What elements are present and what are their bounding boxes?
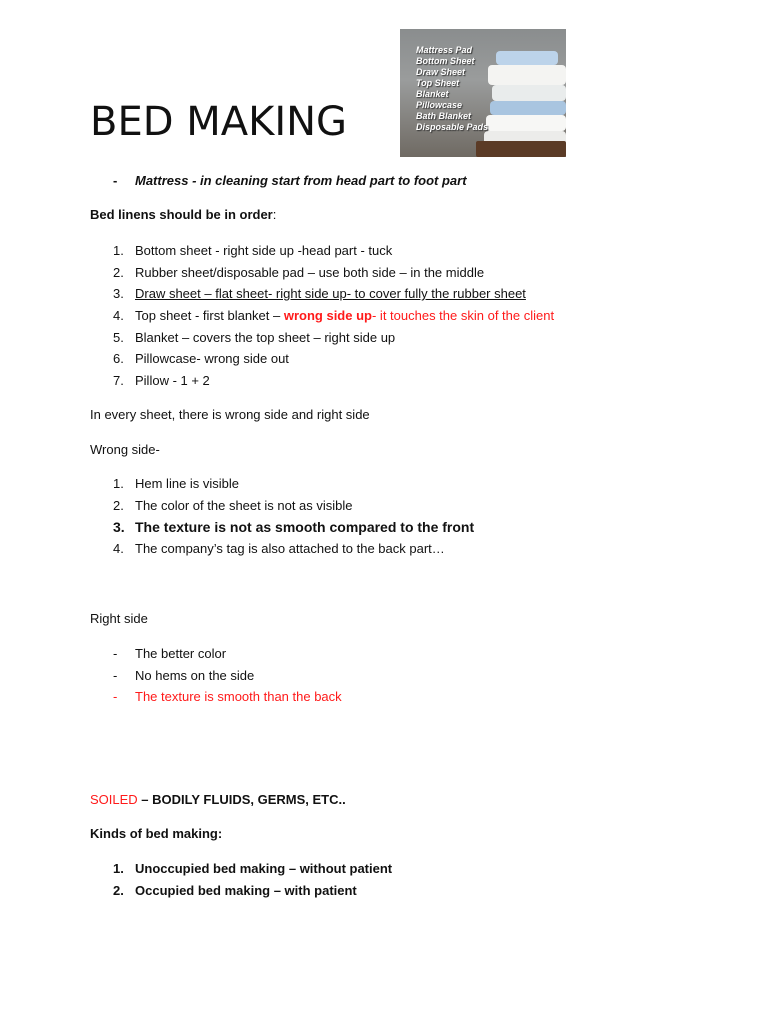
photo-label-draw-sheet: Draw Sheet xyxy=(416,67,466,77)
list-item: Bottom sheet - right side up -head part - tuck xyxy=(135,243,393,258)
list-item: Hem line is visible xyxy=(135,476,240,491)
soiled-meaning: – BODILY FLUIDS, GERMS, ETC.. xyxy=(137,792,346,807)
wrong-side-up-emphasis: wrong side up xyxy=(283,308,372,323)
list-item-number: 7. xyxy=(113,373,124,388)
list-item-number: 1. xyxy=(113,243,124,258)
page-title: BED MAKING xyxy=(90,99,348,145)
list-item-number: 4. xyxy=(113,541,124,556)
list-item-number: 3. xyxy=(113,286,124,301)
list-item: Draw sheet – flat sheet- right side up- to cover fully the rubber sheet xyxy=(135,286,526,301)
photo-label-pillowcase: Pillowcase xyxy=(416,100,463,110)
list-item: The better color xyxy=(135,646,227,661)
list-item-number: 4. xyxy=(113,308,124,323)
list-item: Blanket – covers the top sheet – right side up xyxy=(135,330,396,345)
soiled-definition xyxy=(90,792,346,808)
soiled-word: SOILED xyxy=(90,792,138,807)
list-item-dash: - xyxy=(113,668,118,683)
skin-contact-note: - it touches the skin of the client xyxy=(371,308,555,323)
linen-white-3 xyxy=(486,115,566,131)
kinds-heading: Kinds of bed making: xyxy=(90,826,223,841)
list-item-number: 1. xyxy=(113,476,124,491)
list-item-number: 6. xyxy=(113,351,124,366)
wrong-side-heading: Wrong side- xyxy=(90,442,160,457)
mattress-dash: - xyxy=(113,173,118,188)
right-side-heading: Right side xyxy=(90,611,148,626)
list-item: Rubber sheet/disposable pad – use both side – in the middle xyxy=(135,265,485,280)
photo-label-blanket: Blanket xyxy=(416,89,449,99)
linen-blue-mid xyxy=(490,101,566,115)
photo-label-bottom-sheet: Bottom Sheet xyxy=(416,56,475,66)
list-item-number: 1. xyxy=(113,861,124,876)
list-item: Occupied bed making – with patient xyxy=(135,883,357,898)
list-item-number: 2. xyxy=(113,265,124,280)
list-item xyxy=(135,308,554,324)
linens-heading xyxy=(90,207,276,223)
list-item: Unoccupied bed making – without patient xyxy=(135,861,393,876)
linens-heading-text: Bed linens should be in order xyxy=(90,207,273,222)
every-sheet-note: In every sheet, there is wrong side and right side xyxy=(90,407,370,422)
list-item-dash: - xyxy=(113,646,118,661)
list-item: The texture is not as smooth compared to the front xyxy=(135,519,475,535)
linen-white-1 xyxy=(488,65,566,85)
photo-label-bath-blanket: Bath Blanket xyxy=(416,111,472,121)
linen-white-2 xyxy=(492,85,566,101)
linen-blue-top xyxy=(496,51,558,65)
list-item-number: 2. xyxy=(113,883,124,898)
list-item: No hems on the side xyxy=(135,668,255,683)
list-item: The company’s tag is also attached to the back part… xyxy=(135,541,445,556)
list-item: The color of the sheet is not as visible xyxy=(135,498,353,513)
list-item: Pillowcase- wrong side out xyxy=(135,351,289,366)
photo-label-mattress-pad: Mattress Pad xyxy=(416,45,473,55)
list-item-dash: - xyxy=(113,689,118,704)
photo-label-top-sheet: Top Sheet xyxy=(416,78,460,88)
list-item-number: 2. xyxy=(113,498,124,513)
photo-label-disposable-pads: Disposable Pads xyxy=(416,122,489,132)
list-item-number: 3. xyxy=(113,519,125,535)
top-sheet-text: Top sheet - first blanket – xyxy=(135,308,284,323)
list-item-number: 5. xyxy=(113,330,124,345)
cart-base xyxy=(476,141,566,157)
list-item: The texture is smooth than the back xyxy=(135,689,342,704)
linens-heading-colon: : xyxy=(272,207,277,222)
linens-photo xyxy=(400,29,566,157)
list-item: Pillow - 1 + 2 xyxy=(135,373,210,388)
mattress-note: Mattress - in cleaning start from head part to foot part xyxy=(135,173,467,188)
